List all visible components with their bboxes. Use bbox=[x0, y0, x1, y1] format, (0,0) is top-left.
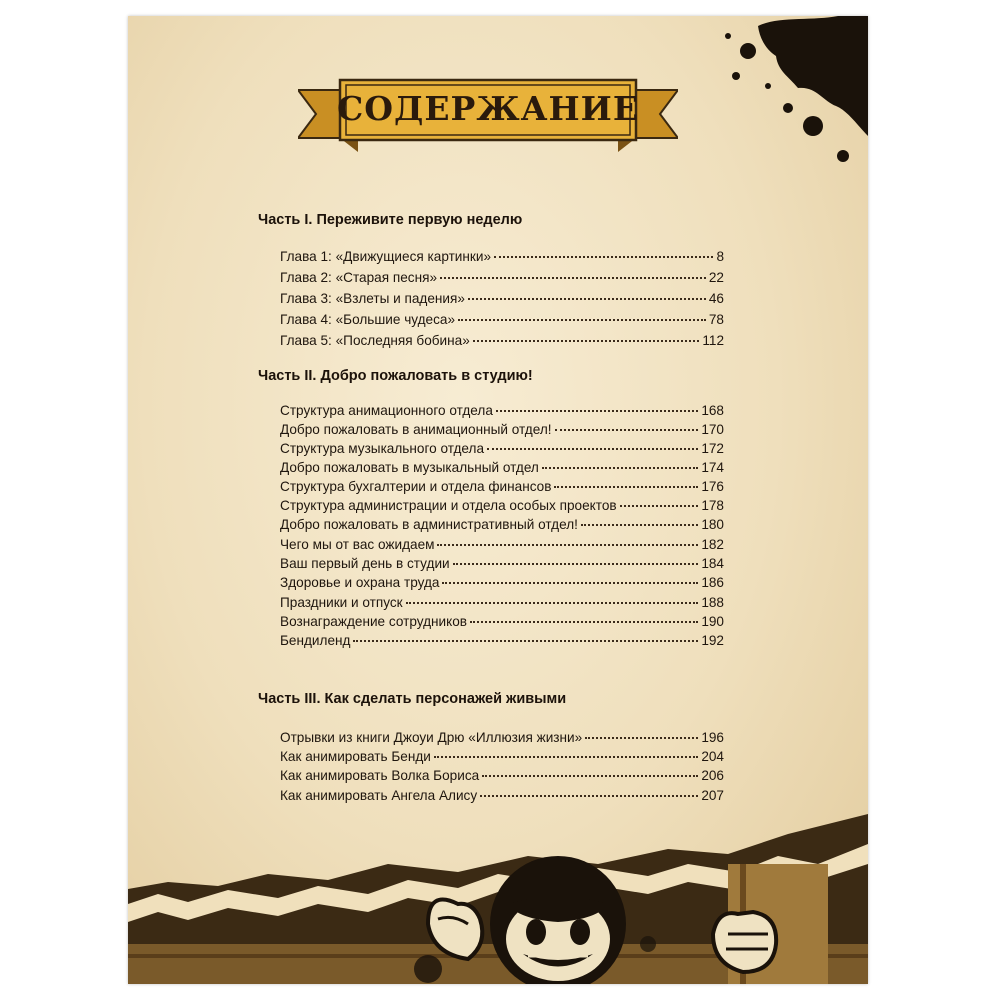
toc-entry-label: Структура бухгалтерии и отдела финансов bbox=[280, 479, 552, 494]
page-title: СОДЕРЖАНИЕ bbox=[337, 88, 640, 128]
toc-entry-page: 206 bbox=[701, 768, 724, 783]
toc-entry-label: Чего мы от вас ожидаем bbox=[280, 537, 435, 552]
dot-leader bbox=[440, 275, 706, 279]
toc-entry-page: 180 bbox=[701, 517, 724, 532]
dot-leader bbox=[581, 522, 698, 526]
toc-entry-label: Глава 4: «Большие чудеса» bbox=[280, 312, 456, 327]
dot-leader bbox=[585, 735, 698, 739]
toc-entry-label: Бендиленд bbox=[280, 633, 351, 648]
toc-entry-label: Структура музыкального отдела bbox=[280, 441, 485, 456]
toc-entry-page: 46 bbox=[708, 291, 724, 306]
toc-entry-page: 186 bbox=[701, 575, 724, 590]
toc-entry bbox=[280, 249, 724, 268]
dot-leader bbox=[554, 484, 698, 488]
toc-entry-page: 168 bbox=[701, 403, 724, 418]
toc-entry bbox=[280, 270, 724, 289]
toc-entry bbox=[280, 730, 724, 749]
dot-leader bbox=[542, 465, 698, 469]
toc-entry-label: Праздники и отпуск bbox=[280, 595, 403, 610]
toc-entry bbox=[280, 291, 724, 310]
toc-entry-page: 174 bbox=[701, 460, 724, 475]
toc-entry-label: Глава 5: «Последняя бобина» bbox=[280, 333, 470, 348]
toc-entry-label: Добро пожаловать в анимационный отдел! bbox=[280, 422, 552, 437]
toc-entry-page: 196 bbox=[701, 730, 724, 745]
toc-entry bbox=[280, 479, 724, 498]
toc-entry-page: 8 bbox=[716, 249, 724, 264]
toc-entry-label: Вознаграждение сотрудников bbox=[280, 614, 467, 629]
toc-entry bbox=[280, 441, 724, 460]
dot-leader bbox=[494, 254, 713, 258]
toc-entry bbox=[280, 556, 724, 575]
toc-entry-label: Ваш первый день в студии bbox=[280, 556, 450, 571]
toc-entry-page: 192 bbox=[701, 633, 724, 648]
toc-entry-page: 182 bbox=[701, 537, 724, 552]
toc-entry-label: Глава 1: «Движущиеся картинки» bbox=[280, 249, 492, 264]
toc-entry bbox=[280, 614, 724, 633]
toc-entry bbox=[280, 312, 724, 331]
toc-entry bbox=[280, 403, 724, 422]
toc-entry-label: Структура администрации и отдела особых проектов bbox=[280, 498, 617, 513]
toc-entry-page: 204 bbox=[701, 749, 724, 764]
dot-leader bbox=[442, 580, 698, 584]
toc-entry bbox=[280, 768, 724, 787]
toc-entry bbox=[280, 537, 724, 556]
toc-entry bbox=[280, 498, 724, 517]
toc-entry bbox=[280, 422, 724, 441]
dot-leader bbox=[473, 338, 700, 342]
dot-leader bbox=[437, 542, 698, 546]
book-page bbox=[128, 16, 868, 984]
part-heading: Часть III. Как сделать персонажей живыми bbox=[258, 691, 567, 707]
toc-entry bbox=[280, 333, 724, 352]
toc-entry-label: Глава 2: «Старая песня» bbox=[280, 270, 438, 285]
ink-splatter-decoration bbox=[718, 16, 868, 176]
toc-entry-page: 188 bbox=[701, 595, 724, 610]
dot-leader bbox=[555, 427, 699, 431]
toc-entry-page: 190 bbox=[701, 614, 724, 629]
toc-entry-label: Структура анимационного отдела bbox=[280, 403, 493, 418]
toc-entry-label: Отрывки из книги Джоуи Дрю «Иллюзия жизни» bbox=[280, 730, 583, 745]
toc-entry-label: Как анимировать Ангела Алису bbox=[280, 788, 478, 803]
toc-entry-page: 112 bbox=[702, 333, 724, 348]
toc-entry-page: 176 bbox=[701, 479, 724, 494]
dot-leader bbox=[434, 754, 698, 758]
toc-entry-page: 184 bbox=[701, 556, 724, 571]
dot-leader bbox=[496, 408, 698, 412]
dot-leader bbox=[470, 619, 698, 623]
toc-entry-page: 22 bbox=[708, 270, 724, 285]
dot-leader bbox=[458, 317, 706, 321]
toc-entry-label: Добро пожаловать в музыкальный отдел bbox=[280, 460, 539, 475]
dot-leader bbox=[353, 638, 698, 642]
toc-entry-label: Глава 3: «Взлеты и падения» bbox=[280, 291, 465, 306]
toc-entry-page: 172 bbox=[701, 441, 724, 456]
toc-entry-label: Как анимировать Бенди bbox=[280, 749, 431, 764]
toc-entry-label: Как анимировать Волка Бориса bbox=[280, 768, 480, 783]
toc-entry bbox=[280, 633, 724, 652]
dot-leader bbox=[468, 296, 706, 300]
toc-entry-page: 170 bbox=[701, 422, 724, 437]
toc-entry-page: 207 bbox=[701, 788, 724, 803]
dot-leader bbox=[406, 600, 699, 604]
cartoon-illustration bbox=[128, 794, 868, 984]
toc-entry bbox=[280, 517, 724, 536]
part-heading: Часть II. Добро пожаловать в студию! bbox=[258, 368, 533, 384]
dot-leader bbox=[482, 773, 698, 777]
toc-entry-page: 178 bbox=[701, 498, 724, 513]
toc-entry-label: Здоровье и охрана труда bbox=[280, 575, 440, 590]
toc-entry bbox=[280, 749, 724, 768]
dot-leader bbox=[453, 561, 699, 565]
toc-entry bbox=[280, 460, 724, 479]
toc-entry bbox=[280, 575, 724, 594]
part-heading: Часть I. Переживите первую неделю bbox=[258, 212, 523, 228]
toc-entry-label: Добро пожаловать в административный отдел! bbox=[280, 517, 578, 532]
dot-leader bbox=[487, 446, 698, 450]
dot-leader bbox=[620, 503, 699, 507]
toc-entry-page: 78 bbox=[708, 312, 724, 327]
toc-entry bbox=[280, 595, 724, 614]
